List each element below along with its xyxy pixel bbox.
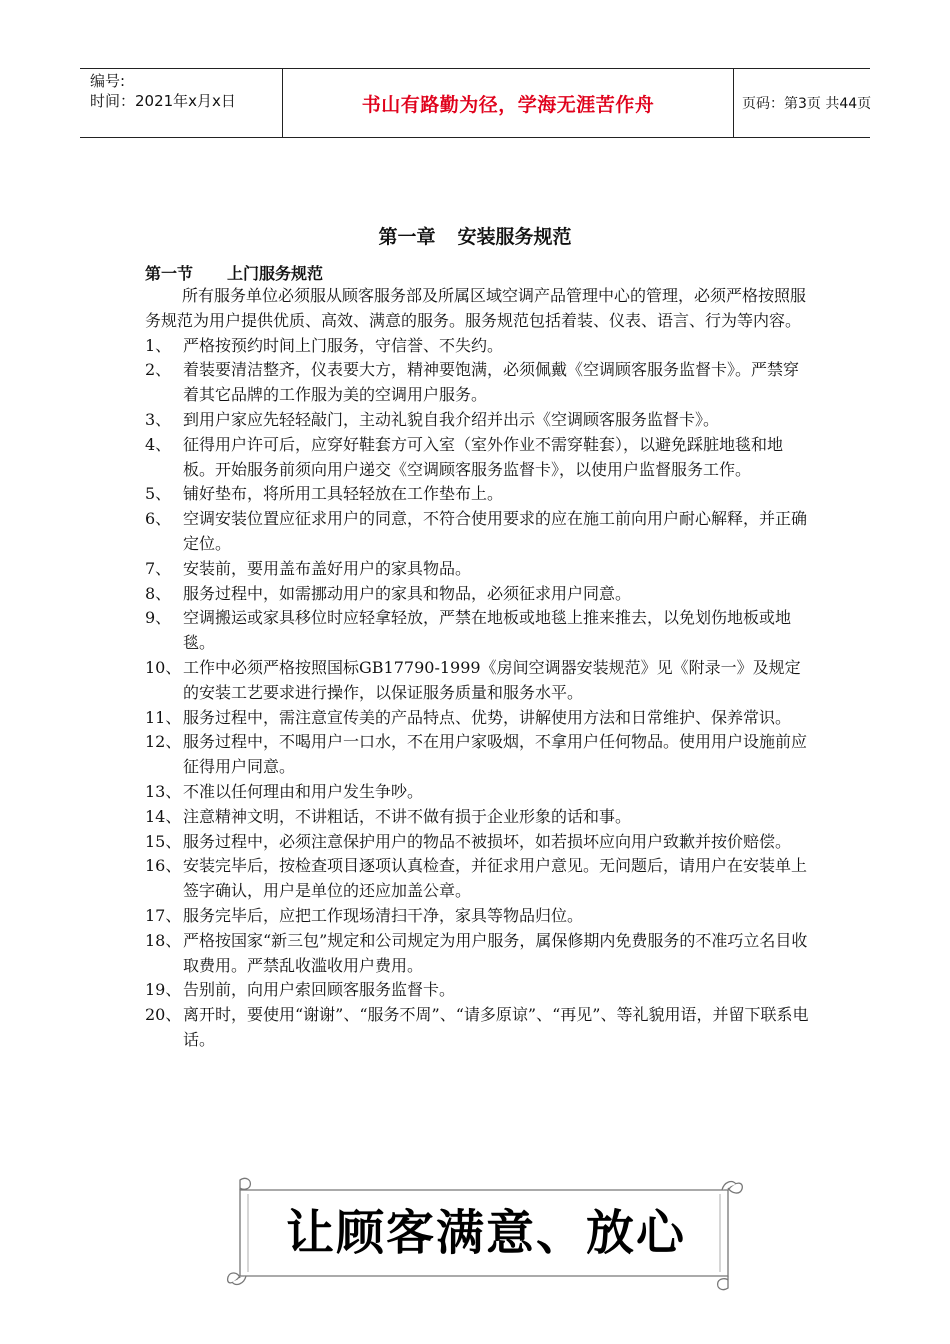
- list-item-number: 14、: [145, 806, 182, 826]
- list-item-text: 空调搬运或家具移位时应轻拿轻放，严禁在地板或地毯上推来推去，以免划伤地板或地毯。: [183, 608, 792, 653]
- list-item-text: 严格按国家“新三包”规定和公司规定为用户服务，属保修期内免费服务的不准巧立名目收取费用。严禁乱收滥收用户费用。: [183, 930, 808, 975]
- list-item: [145, 929, 810, 979]
- list-item-number: 15、: [145, 831, 182, 851]
- time-label: 时间：2021年x月x日: [90, 92, 236, 110]
- page-info: 页码：第3页 共44页: [742, 96, 872, 112]
- list-item-number: 3、: [145, 409, 172, 429]
- list-item-number: 12、: [145, 732, 182, 752]
- list-item-text: 服务完毕后，应把工作现场清扫干净，家具等物品归位。: [183, 905, 584, 925]
- list-item: [145, 656, 810, 706]
- list-item-text: 离开时，要使用“谢谢”、“服务不周”、“请多原谅”、“再见”、等礼貌用语，并留下联系电话。: [183, 1005, 809, 1049]
- list-item: [145, 507, 810, 557]
- list-item-number: 9、: [145, 608, 172, 628]
- list-item: [145, 334, 810, 359]
- motto: 书山有路勤为径，学海无涯苦作舟: [361, 93, 655, 116]
- list-item-number: 11、: [145, 707, 182, 727]
- section-heading: [145, 261, 323, 284]
- list-item-text: 铺好垫布，将所用工具轻轻放在工作垫布上。: [183, 484, 504, 504]
- list-item-text: 安装完毕后，按检查项目逐项认真检查，并征求用户意见。无问题后，请用户在安装单上签字确认，用户是单位的还应加盖公章。: [183, 856, 808, 901]
- list-item-number: 10、: [145, 657, 182, 677]
- list-item-text: 服务过程中，需注意宣传美的产品特点、优势，讲解使用方法和日常维护、保养常识。: [183, 707, 792, 727]
- list-item-number: 18、: [145, 930, 182, 950]
- list-item-text: 空调安装位置应征求用户的同意，不符合使用要求的应在施工前向用户耐心解释，并正确定位。: [183, 509, 808, 553]
- header-meta: [90, 71, 280, 111]
- list-item-text: 工作中必须严格按照国标GB17790-1999《房间空调器安装规范》见《附录一》及规定的安装工艺要求进行操作，以保证服务质量和服务水平。: [183, 657, 801, 702]
- list-item-number: 8、: [145, 583, 172, 603]
- list-item-number: 4、: [145, 434, 172, 454]
- list-item: [145, 830, 810, 855]
- list-item-text: 服务过程中，必须注意保护用户的物品不被损坏，如若损坏应向用户致歉并按价赔偿。: [183, 831, 792, 851]
- list-item: [145, 557, 810, 582]
- list-item-text: 征得用户许可后，应穿好鞋套方可入室（室外作业不需穿鞋套），以避免踩脏地毯和地板。开始服务前须向用户递交《空调顾客服务监督卡》，以使用户监督服务工作。: [183, 434, 784, 479]
- list-item-text: 服务过程中，如需挪动用户的家具和物品，必须征求用户同意。: [183, 583, 632, 603]
- intro-paragraph: 所有服务单位必须服从顾客服务部及所属区域空调产品管理中心的管理，必须严格按照服务规范为用户提供优质、高效、满意的服务。服务规范包括着装、仪表、语言、行为等内容。: [145, 286, 807, 330]
- list-item-number: 13、: [145, 781, 182, 801]
- list-item-number: 16、: [145, 856, 182, 876]
- list-item-text: 到用户家应先轻轻敲门，主动礼貌自我介绍并出示《空调顾客服务监督卡》。: [183, 409, 720, 429]
- list-item: [145, 582, 810, 607]
- list-item-text: 安装前，要用盖布盖好用户的家具物品。: [183, 558, 472, 578]
- list-item: [145, 805, 810, 830]
- list-item-text: 严格按预约时间上门服务，守信誉、不失约。: [183, 335, 504, 355]
- list-item: [145, 433, 810, 483]
- list-item-text: 服务过程中，不喝用户一口水，不在用户家吸烟，不拿用户任何物品。使用用户设施前应征得用户同意。: [183, 732, 808, 777]
- list-item-number: 6、: [145, 509, 172, 529]
- list-item: [145, 408, 810, 433]
- section-title: 上门服务规范: [227, 264, 324, 283]
- body-content: [145, 284, 810, 1053]
- header-motto-cell: [282, 69, 734, 137]
- list-item-number: 2、: [145, 360, 172, 380]
- list-item: [145, 358, 810, 408]
- list-item: [145, 854, 810, 904]
- list-item-text: 告别前，向用户索回顾客服务监督卡。: [183, 980, 456, 1000]
- list-item-text: 不准以任何理由和用户发生争吵。: [183, 781, 424, 801]
- list-item: [145, 904, 810, 929]
- list-item-text: 着装要清洁整齐，仪表要大方，精神要饱满，必须佩戴《空调顾客服务监督卡》。严禁穿着其它品牌的工作服为美的空调用户服务。: [183, 360, 800, 405]
- list-item-number: 7、: [145, 558, 172, 578]
- list-item: [145, 606, 810, 656]
- list-item-text: 注意精神文明，不讲粗话，不讲不做有损于企业形象的话和事。: [183, 806, 632, 826]
- list-item-number: 19、: [145, 980, 182, 1000]
- rules-list: [145, 334, 810, 1053]
- banner-slogan: 让顾客满意、放心: [285, 1205, 686, 1261]
- scroll-banner: [222, 1176, 750, 1294]
- list-item: [145, 482, 810, 507]
- list-item-number: 5、: [145, 484, 172, 504]
- chapter-number: 第一章: [378, 226, 436, 248]
- list-item: [145, 978, 810, 1003]
- number-label: 编号:: [90, 72, 126, 90]
- section-number: 第一节: [145, 264, 194, 283]
- chapter-heading: [0, 222, 950, 249]
- page-header: [80, 68, 870, 138]
- chapter-title: 安装服务规范: [457, 226, 572, 248]
- list-item-number: 17、: [145, 905, 182, 925]
- list-item-number: 1、: [145, 335, 172, 355]
- list-item: [145, 1003, 810, 1053]
- list-item: [145, 780, 810, 805]
- list-item: [145, 706, 810, 731]
- list-item-number: 20、: [145, 1005, 182, 1025]
- list-item: [145, 730, 810, 780]
